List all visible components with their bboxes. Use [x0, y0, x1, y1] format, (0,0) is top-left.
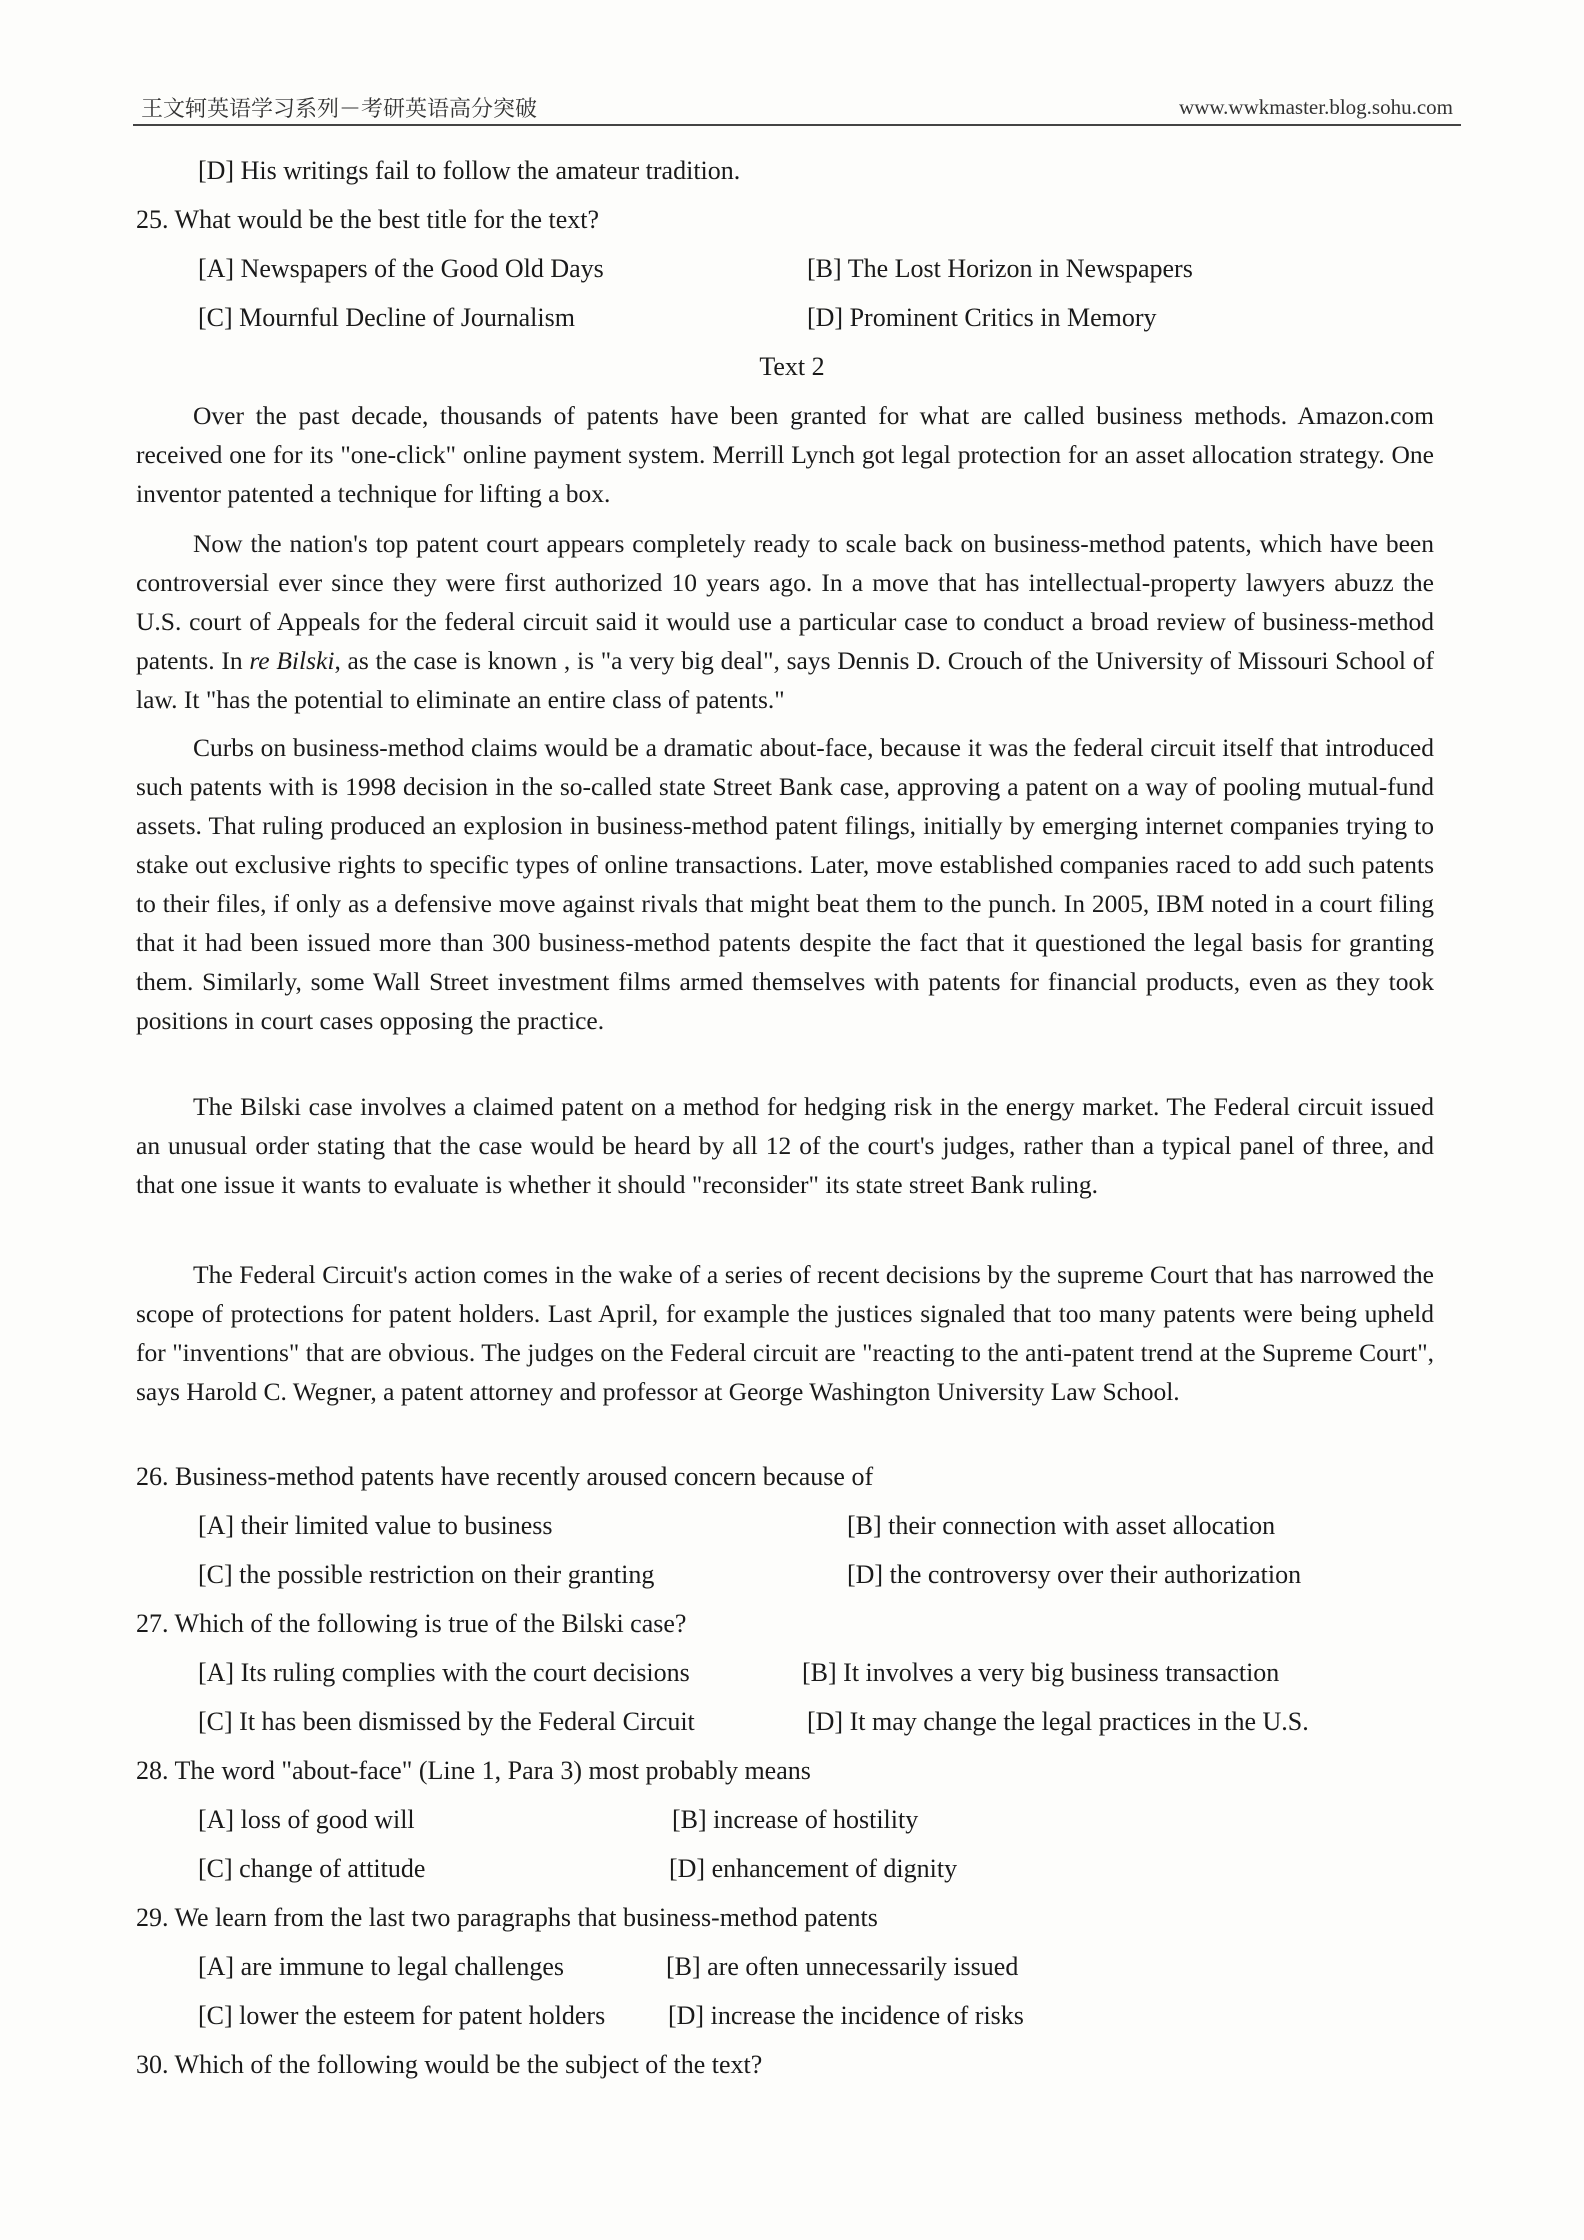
paragraph-2-part-b: , as the case is known , is "a very big deal", says Dennis D. Crouch of the University of Missouri School of law. It "has the potential to eliminate an entire class of patents.": [136, 646, 1434, 714]
q25-option-a: [A] Newspapers of the Good Old Days: [198, 254, 604, 283]
q29-stem: 29. We learn from the last two paragraphs that business-method patents: [136, 1903, 878, 1932]
q26-option-c: [C] the possible restriction on their granting: [198, 1560, 655, 1589]
paragraph-5-text: The Federal Circuit's action comes in the wake of a series of recent decisions by the supreme Court that has narrowed the scope of protections for patent holders. Last April, for example the justices signaled that too many patents were being upheld for "inventions" that are obvious. The judges on the Federal circuit are "reacting to the anti-patent trend at the Supreme Court", says Harold C. Wegner, a patent attorney and professor at George Washington University Law School.: [136, 1260, 1434, 1406]
passage-paragraph-5: [136, 1255, 1434, 1411]
q27-option-d: [D] It may change the legal practices in the U.S.: [807, 1707, 1309, 1736]
q25-option-d: [D] Prominent Critics in Memory: [807, 303, 1157, 332]
q26-stem: 26. Business-method patents have recently aroused concern because of: [136, 1462, 874, 1491]
q28-option-d: [D] enhancement of dignity: [669, 1854, 958, 1883]
q27-stem: 27. Which of the following is true of the Bilski case?: [136, 1609, 687, 1638]
q26-option-b: [B] their connection with asset allocation: [847, 1511, 1276, 1540]
q28-stem: 28. The word "about-face" (Line 1, Para 3) most probably means: [136, 1756, 811, 1785]
q26-option-d: [D] the controversy over their authorization: [847, 1560, 1302, 1589]
passage-paragraph-4: [136, 1087, 1434, 1204]
q29-option-a: [A] are immune to legal challenges: [198, 1952, 565, 1981]
header-rule: [133, 124, 1461, 126]
paragraph-1-text: Over the past decade, thousands of patents have been granted for what are called business methods. Amazon.com received one for its "one-click" online payment system. Merrill Lynch got legal protection for an asset allocation strategy. One inventor patented a technique for lifting a box.: [136, 401, 1434, 508]
q29-option-b: [B] are often unnecessarily issued: [666, 1952, 1019, 1981]
paragraph-2-part-a: Now the nation's top patent court appears completely ready to scale back on business-method patents, which have been controversial ever since they were first authorized 10 years ago. In a move that has intellectual-property lawyers abuzz the U.S. court of Appeals for the federal circuit said it would use a particular case to conduct a broad review of business-method patents. In: [136, 529, 1434, 675]
text-title: Text 2: [759, 352, 825, 381]
paragraph-2-text: [136, 524, 1434, 719]
q28-option-c: [C] change of attitude: [198, 1854, 426, 1883]
q27-option-b: [B] It involves a very big business transaction: [802, 1658, 1280, 1687]
page-header: [133, 92, 1461, 126]
q24-option-d: [D] His writings fail to follow the amateur tradition.: [198, 156, 741, 185]
passage-paragraph-1: [136, 396, 1434, 513]
q25-option-c: [C] Mournful Decline of Journalism: [198, 303, 575, 332]
q26-option-a: [A] their limited value to business: [198, 1511, 553, 1540]
header-website: www.wwkmaster.blog.sohu.com: [1179, 95, 1453, 119]
q28-option-a: [A] loss of good will: [198, 1805, 415, 1834]
paragraph-4-text: The Bilski case involves a claimed patent on a method for hedging risk in the energy market. The Federal circuit issued an unusual order stating that the case would be heard by all 12 of the court's judges, rather than a typical panel of three, and that one issue it wants to evaluate is whether it should "reconsider" its state street Bank ruling.: [136, 1092, 1434, 1199]
q29-option-d: [D] increase the incidence of risks: [668, 2001, 1024, 2030]
q28-option-b: [B] increase of hostility: [672, 1805, 919, 1834]
case-name-italic: re Bilski: [249, 646, 335, 675]
passage-paragraph-3: [136, 728, 1434, 1040]
q25-stem: 25. What would be the best title for the text?: [136, 205, 600, 234]
header-series-title: 王文轲英语学习系列－考研英语高分突破: [141, 97, 538, 122]
q30-stem: 30. Which of the following would be the subject of the text?: [136, 2050, 763, 2079]
passage-paragraph-2: [136, 524, 1434, 719]
paragraph-3-text: Curbs on business-method claims would be a dramatic about-face, because it was the federal circuit itself that introduced such patents with is 1998 decision in the so-called state Street Bank case, approving a patent on a way of pooling mutual-fund assets. That ruling produced an explosion in business-method patent filings, initially by emerging internet companies trying to stake out exclusive rights to specific types of online transactions. Later, move established companies raced to add such patents to their files, if only as a defensive move against rivals that might beat them to the punch. In 2005, IBM noted in a court filing that it had been issued more than 300 business-method patents despite the fact that it questioned the legal basis for granting them. Similarly, some Wall Street investment films armed themselves with patents for financial products, even as they took positions in court cases opposing the practice.: [136, 733, 1434, 1035]
q29-option-c: [C] lower the esteem for patent holders: [198, 2001, 606, 2030]
q27-option-a: [A] Its ruling complies with the court decisions: [198, 1658, 690, 1687]
q27-option-c: [C] It has been dismissed by the Federal Circuit: [198, 1707, 695, 1736]
q25-option-b: [B] The Lost Horizon in Newspapers: [807, 254, 1193, 283]
